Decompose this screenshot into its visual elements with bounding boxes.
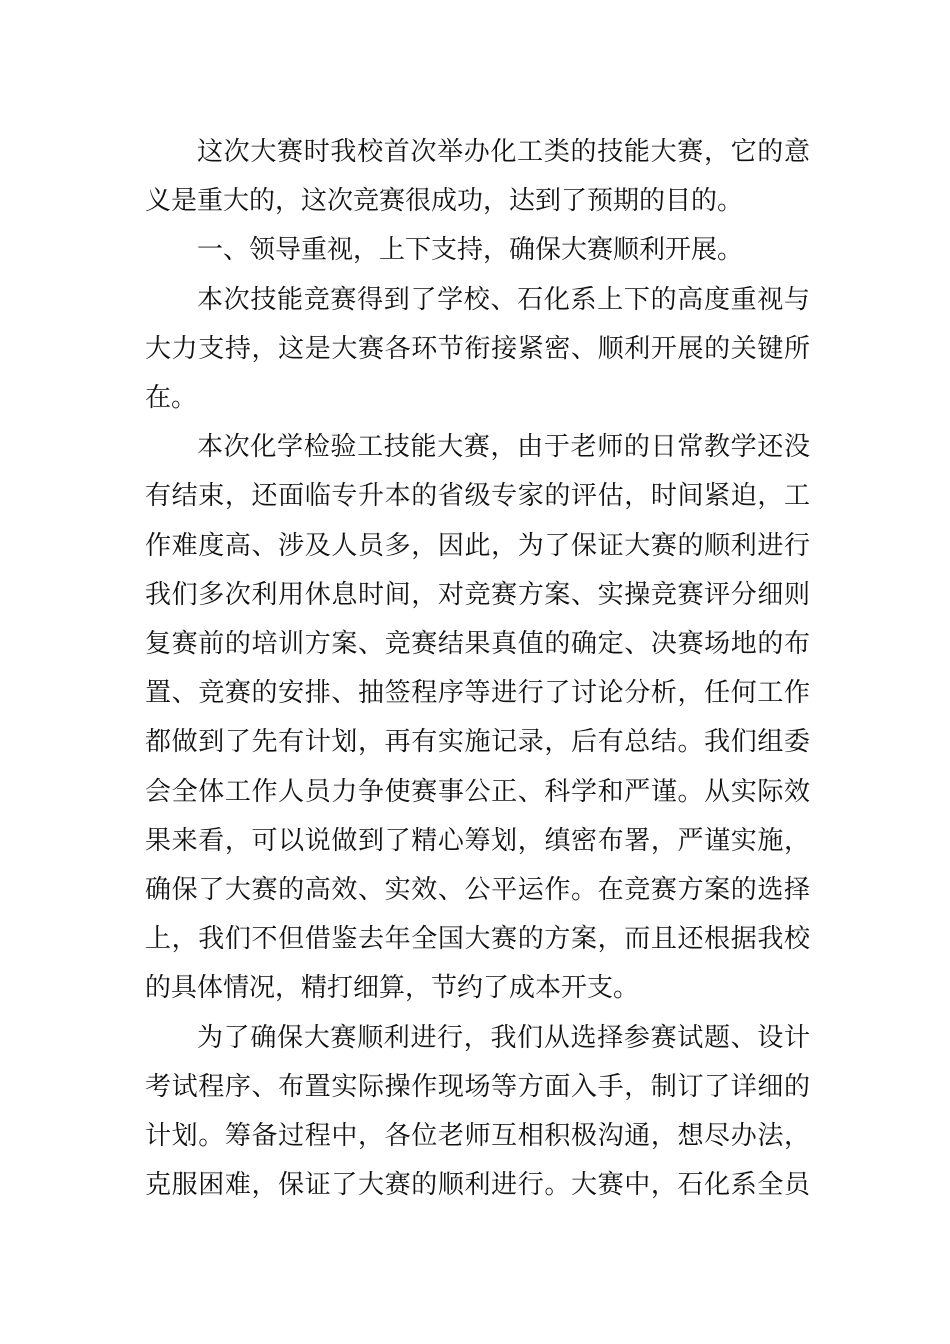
text-line: 义是重大的，这次竞赛很成功，达到了预期的目的。 bbox=[145, 186, 744, 217]
heading-line: 一、领导重视，上下支持，确保大赛顺利开展。 bbox=[197, 235, 744, 266]
text-line: 都做到了先有计划，再有实施记录，后有总结。我们组委 bbox=[145, 727, 810, 758]
text-line: 大力支持，这是大赛各环节衔接紧密、顺利开展的关键所 bbox=[145, 333, 810, 364]
text-line: 为了确保大赛顺利进行，我们从选择参赛试题、设计 bbox=[197, 1022, 810, 1053]
text-line: 克服困难，保证了大赛的顺利进行。大赛中，石化系全员 bbox=[145, 1170, 810, 1201]
text-line: 果来看，可以说做到了精心筹划，缜密布署，严谨实施， bbox=[145, 825, 810, 856]
text-line: 计划。筹备过程中，各位老师互相积极沟通，想尽办法， bbox=[145, 1121, 810, 1152]
text-line: 的具体情况，精打细算，节约了成本开支。 bbox=[145, 973, 640, 1004]
text-line: 确保了大赛的高效、实效、公平运作。在竞赛方案的选择 bbox=[145, 875, 810, 906]
section-heading bbox=[145, 226, 810, 275]
paragraph-competition bbox=[145, 423, 810, 1013]
text-line: 作难度高、涉及人员多，因此，为了保证大赛的顺利进行 bbox=[145, 530, 810, 561]
paragraph-support bbox=[145, 276, 810, 424]
text-line: 本次技能竞赛得到了学校、石化系上下的高度重视与 bbox=[197, 284, 810, 315]
text-line: 本次化学检验工技能大赛，由于老师的日常教学还没 bbox=[197, 432, 810, 463]
text-line: 有结束，还面临专升本的省级专家的评估，时间紧迫，工 bbox=[145, 481, 810, 512]
text-line: 会全体工作人员力争使赛事公正、科学和严谨。从实际效 bbox=[145, 776, 810, 807]
text-line: 复赛前的培训方案、竞赛结果真值的确定、决赛场地的布 bbox=[145, 629, 810, 660]
paragraph-preparation bbox=[145, 1014, 810, 1211]
text-line: 这次大赛时我校首次举办化工类的技能大赛，它的意 bbox=[197, 137, 810, 167]
text-line: 考试程序、布置实际操作现场等方面入手，制订了详细的 bbox=[145, 1071, 810, 1102]
text-line: 置、竞赛的安排、抽签程序等进行了讨论分析，任何工作 bbox=[145, 678, 810, 709]
text-line: 我们多次利用休息时间，对竞赛方案、实操竞赛评分细则 bbox=[145, 579, 810, 610]
text-line: 上，我们不但借鉴去年全国大赛的方案，而且还根据我校 bbox=[145, 924, 810, 955]
paragraph-intro bbox=[145, 128, 810, 226]
text-line: 在。 bbox=[145, 383, 198, 414]
document-body bbox=[145, 128, 810, 1210]
